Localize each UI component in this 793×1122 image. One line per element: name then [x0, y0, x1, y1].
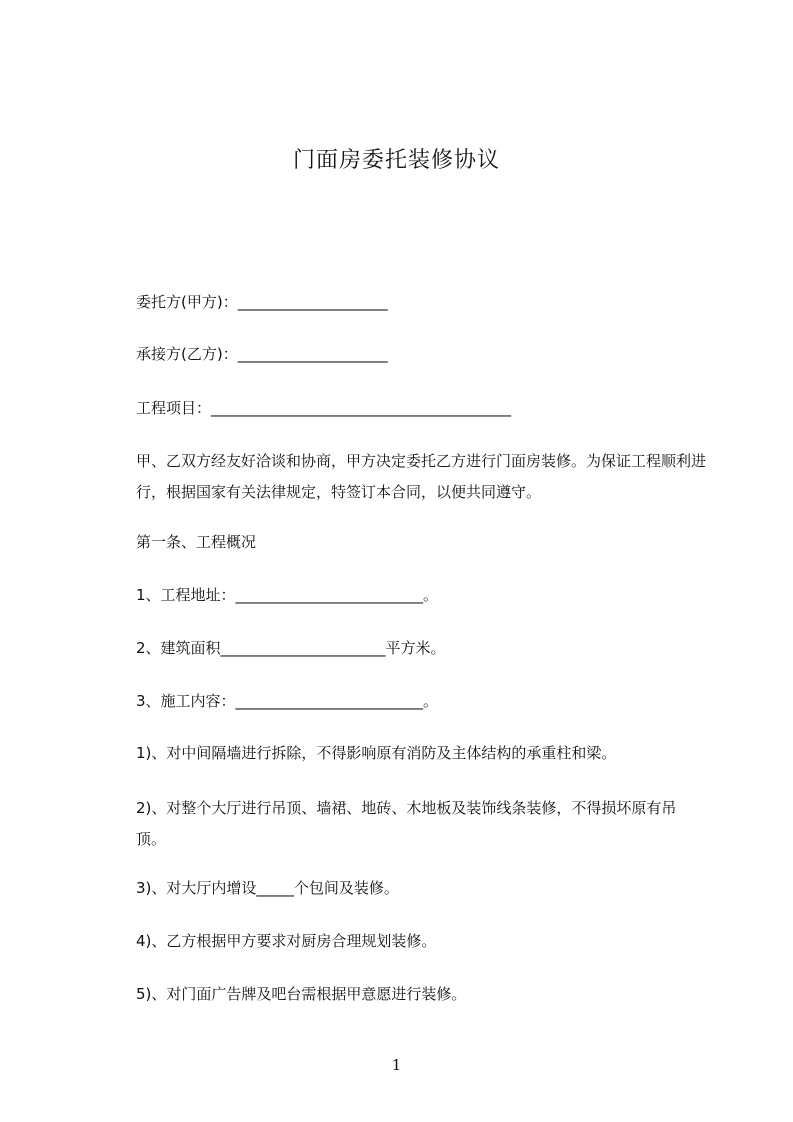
- sub-item-3: 3)、对大厅内增设_____个包间及装修。: [136, 879, 399, 897]
- document-title: 门面房委托装修协议: [292, 148, 500, 173]
- party-a-line: 委托方(甲方)：____________________: [136, 293, 388, 311]
- page-number: 1: [391, 1056, 402, 1074]
- article-1-heading: 第一条、工程概况: [136, 533, 257, 551]
- item-2-area: 2、建筑面积______________________平方米。: [136, 639, 446, 657]
- sub-item-4: 4)、乙方根据甲方要求对厨房合理规划装修。: [136, 932, 437, 950]
- item-3-content: 3、施工内容：_________________________。: [136, 692, 439, 710]
- sub-item-1: 1)、对中间隔墙进行拆除，不得影响原有消防及主体结构的承重柱和梁。: [136, 744, 617, 762]
- sub-item-5: 5)、对门面广告牌及吧台需根据甲意愿进行装修。: [136, 985, 467, 1003]
- item-1-address: 1、工程地址：_________________________。: [136, 586, 439, 604]
- project-line: 工程项目：________________________________________: [136, 399, 512, 417]
- party-b-line: 承接方(乙方)：____________________: [136, 345, 388, 363]
- sub-item-2: 2)、对整个大厅进行吊顶、墙裙、地砖、木地板及装饰线条装修，不得损坏原有吊顶。: [136, 799, 677, 848]
- intro-paragraph: 甲、乙双方经友好洽谈和协商，甲方决定委托乙方进行门面房装修。为保证工程顺利进行，根据国家有关法律规定，特签订本合同，以便共同遵守。: [136, 452, 707, 501]
